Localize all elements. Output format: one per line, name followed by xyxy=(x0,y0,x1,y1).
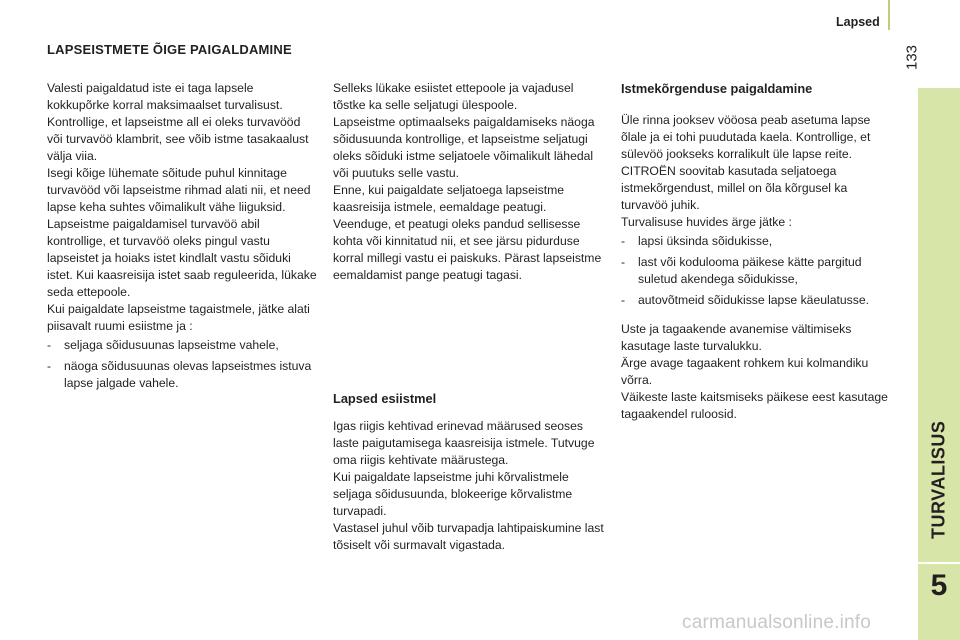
bullet-text: seljaga sõidusuunas lapseistme vahele, xyxy=(64,338,279,352)
dash-bullet-icon: - xyxy=(621,255,626,269)
paragraph: Väikeste laste kaitsmiseks päikese eest kasutage tagaakendel ruloosid. xyxy=(621,390,888,421)
column-1 xyxy=(47,80,319,396)
spacer xyxy=(621,313,893,321)
watermark: carmanualsonline.info xyxy=(682,612,872,633)
bullet-item xyxy=(47,358,319,392)
header-divider xyxy=(888,0,890,30)
paragraph: Turvalisuse huvides ärge jätke : xyxy=(621,215,792,229)
paragraph: Selleks lükake esiistet ettepoole ja vajadusel tõstke ka selle seljatugi ülespoole. xyxy=(333,81,574,112)
paragraph: CITROËN soovitab kasutada seljatoega istmekõrgendust, millel on õla kõrgusel ka turvavöö juhik. xyxy=(621,164,848,212)
paragraph: Üle rinna jooksev vööosa peab asetuma lapse õlale ja ei tohi puudutada kaela. Kontrollige, et sülevöö jookseks korralikult üle lapse reite. xyxy=(621,113,871,161)
bullet-text: autovõtmeid sõidukisse lapse käeulatusse. xyxy=(638,293,870,307)
chapter-number: 5 xyxy=(930,569,948,602)
subheading-booster-installation: Istmekõrgenduse paigaldamine xyxy=(621,81,813,96)
subheading-children-front-seat: Lapsed esiistmel xyxy=(333,391,437,406)
bullet-item xyxy=(621,254,893,288)
side-tab-label: TURVALISUS xyxy=(928,420,949,540)
paragraph: Valesti paigaldatud iste ei taga lapsele kokkupõrke korral maksimaalset turvalisust. Kontrollige, et lapseistme all ei oleks turvavööd või turvavöö klambrit, see võib istme tasakaalust välja viia. xyxy=(47,81,309,163)
header-title: Lapsed xyxy=(836,15,880,29)
bullet-text: näoga sõidusuunas olevas lapseistmes istuva lapse jalgade vahele. xyxy=(64,359,312,390)
column-2-lower xyxy=(333,418,605,554)
bullet-text: last või koduloomа päikese kätte pargitud suletud akendega sõidukisse, xyxy=(638,255,862,286)
dash-bullet-icon: - xyxy=(621,234,626,248)
side-tab-divider xyxy=(918,562,960,564)
paragraph: Lapseistme paigaldamisel turvavöö abil kontrollige, et turvavöö oleks pingul vastu lapseistet ja hoiaks istet kindlalt vastu sõiduki istet. Kui kaasreisija istet saab reguleerida, lükake seda ettepoole. xyxy=(47,217,317,299)
bullet-item xyxy=(621,233,893,250)
bullet-text: lapsi üksinda sõidukisse, xyxy=(638,234,773,248)
paragraph: Uste ja tagaakende avanemise vältimiseks kasutage laste turvalukku. xyxy=(621,322,852,353)
paragraph: Kui paigaldate lapseistme juhi kõrvalistmele seljaga sõidusuunda, blokeerige kõrvalistme turvapadi. xyxy=(333,470,573,518)
dash-bullet-icon: - xyxy=(47,359,52,373)
paragraph: Kui paigaldate lapseistme tagaistmele, jätke alati piisavalt ruumi esiistme ja : xyxy=(47,302,310,333)
paragraph: Vastasel juhul võib turvapadja lahtipaiskumine last tõsiselt või surmavalt vigastada. xyxy=(333,521,604,552)
column-2 xyxy=(333,80,605,284)
bullet-item xyxy=(47,337,319,354)
paragraph: Isegi kõige lühemate sõitude puhul kinnitage turvavööd või lapseistme rihmad alati nii, et need lapse keha suhtes võimalikult vähe liiguksid. xyxy=(47,166,311,214)
paragraph: Lapseistme optimaalseks paigaldamiseks näoga sõidusuunda kontrollige, et lapseistme seljatugi oleks sõiduki istme seljatoele võimalikult lähedal või puutuks selle vastu. xyxy=(333,115,595,180)
column-3 xyxy=(621,80,893,423)
bullet-item xyxy=(621,292,893,309)
paragraph: Enne, kui paigaldate seljatoega lapseistme kaasreisija istmele, eemaldage peatugi. Veenduge, et peatugi oleks pandud sellisesse kohta või kinnitatud nii, et see järsu pidurduse korral millegi vastu ei paiskuks. Pärast lapseistme eemaldamist pange peatugi tagasi. xyxy=(333,183,602,282)
section-title: LAPSEISTMETE ÕIGE PAIGALDAMINE xyxy=(47,42,292,57)
dash-bullet-icon: - xyxy=(47,338,52,352)
paragraph: Ärge avage tagaakent rohkem kui kolmandiku võrra. xyxy=(621,356,869,387)
page-number: 133 xyxy=(903,44,921,70)
dash-bullet-icon: - xyxy=(621,293,626,307)
paragraph: Igas riigis kehtivad erinevad määrused seoses laste paigutamisega kaasreisija istmele. Tutvuge oma riigis kehtivate määrustega. xyxy=(333,419,595,467)
